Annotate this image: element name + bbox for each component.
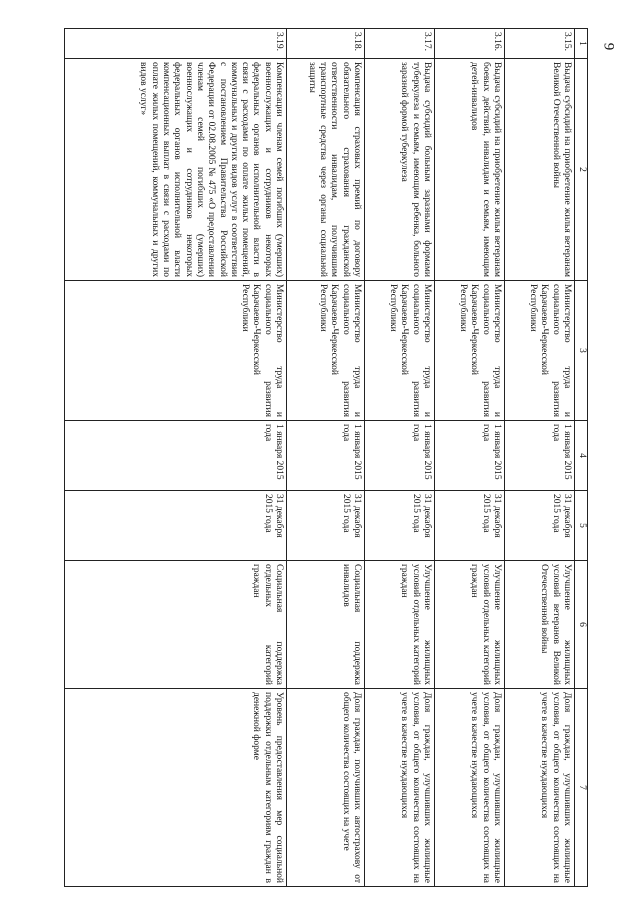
end-date: 31 декабря 2015 года <box>365 491 435 561</box>
expected-result: Улучшение жилищных условий отдельных категорий граждан <box>435 561 505 689</box>
indicator: Доля граждан, улучшивших жилищные условия, от общего количества состоящих на учете в качестве нуждающихся <box>505 689 575 887</box>
end-date: 31 декабря 2015 года <box>287 491 365 561</box>
column-header: 2 <box>575 59 588 281</box>
start-date: 1 января 2015 года <box>505 421 575 491</box>
start-date: 1 января 2015 года <box>365 421 435 491</box>
indicator: Уровень предоставления мер социальной поддержки отдельным категориям граждан в денежной форме <box>65 689 287 887</box>
row-number: 3.15. <box>505 29 575 59</box>
expected-result: Улучшение жилищных условий отдельных категорий граждан <box>365 561 435 689</box>
header-row <box>575 29 588 887</box>
start-date: 1 января 2015 года <box>435 421 505 491</box>
indicator: Доля граждан, улучшивших жилищные условия, от общего количества состоящих на учете в качестве нуждающихся <box>435 689 505 887</box>
rotated-table-container <box>64 28 588 886</box>
page-number: 9 <box>600 42 617 51</box>
table-row <box>505 29 575 887</box>
row-number: 3.17. <box>365 29 435 59</box>
table-row <box>65 29 287 887</box>
row-number: 3.18. <box>287 29 365 59</box>
measures-table <box>64 28 588 887</box>
expected-result: Улучшение жилищных условий ветеранов Великой Отечественной войны <box>505 561 575 689</box>
indicator: Доля граждан, получивших автострахову от общего количества состоящих на учете <box>287 689 365 887</box>
executor: Министерство труда и социального развития Карачаево-Черкесской Республики <box>65 281 287 421</box>
indicator: Доля граждан, улучшивших жилищные условия, от общего количества состоящих на учете в качестве нуждающихся <box>365 689 435 887</box>
measure-name: Выдача субсидий больным заразными формами туберкулеза и семьям, имеющим ребенка, больного заразной формой туберкулеза <box>365 59 435 281</box>
measure-name: Компенсации членам семей погибших (умерших) военнослужащих и сотрудников некоторых федеральных органов исполнительной власти в связи с расходами по оплате жилых помещений, коммунальных и других видов услуг в соответствии с постановлением Правительства Российской Федерации от 02.08.2005 № 475 «О предоставлении членам семей погибших (умерших) военнослужащих и сотрудников некоторых федеральных органов исполнительной власти компенсационных выплат в связи с расходами по оплате жилых помещений, коммунальных и других видов услуг» <box>65 59 287 281</box>
table-row <box>365 29 435 887</box>
executor: Министерство труда и социального развития Карачаево-Черкесской Республики <box>365 281 435 421</box>
end-date: 31 декабря 2015 года <box>435 491 505 561</box>
executor: Министерство труда и социального развития Карачаево-Черкесской Республики <box>287 281 365 421</box>
start-date: 1 января 2015 года <box>65 421 287 491</box>
end-date: 31 декабря 2015 года <box>505 491 575 561</box>
row-number: 3.19. <box>65 29 287 59</box>
start-date: 1 января 2015 года <box>287 421 365 491</box>
end-date: 31 декабря 2015 года <box>65 491 287 561</box>
column-header: 1 <box>575 29 588 59</box>
measure-name: Компенсация страховых премий по договору обязательного страхования гражданской ответственности инвалидам, получившим транспортные средства через органы социальной защиты <box>287 59 365 281</box>
row-number: 3.16. <box>435 29 505 59</box>
expected-result: Социальная поддержка инвалидов <box>287 561 365 689</box>
table-row <box>287 29 365 887</box>
executor: Министерство труда и социального развития Карачаево-Черкесской Республики <box>435 281 505 421</box>
measure-name: Выдача субсидий на приобретение жилья ветеранам боевых действий, инвалидам и семьям, имеющим детей-инвалидов <box>435 59 505 281</box>
measure-name: Выдача субсидий на приобретение жилья ветеранам Великой Отечественной войны <box>505 59 575 281</box>
executor: Министерство труда и социального развития Карачаево-Черкесской Республики <box>505 281 575 421</box>
column-header: 4 <box>575 421 588 491</box>
expected-result: Социальная поддержка отдельных категорий граждан <box>65 561 287 689</box>
column-header: 7 <box>575 689 588 887</box>
table-row <box>435 29 505 887</box>
column-header: 6 <box>575 561 588 689</box>
column-header: 5 <box>575 491 588 561</box>
column-header: 3 <box>575 281 588 421</box>
